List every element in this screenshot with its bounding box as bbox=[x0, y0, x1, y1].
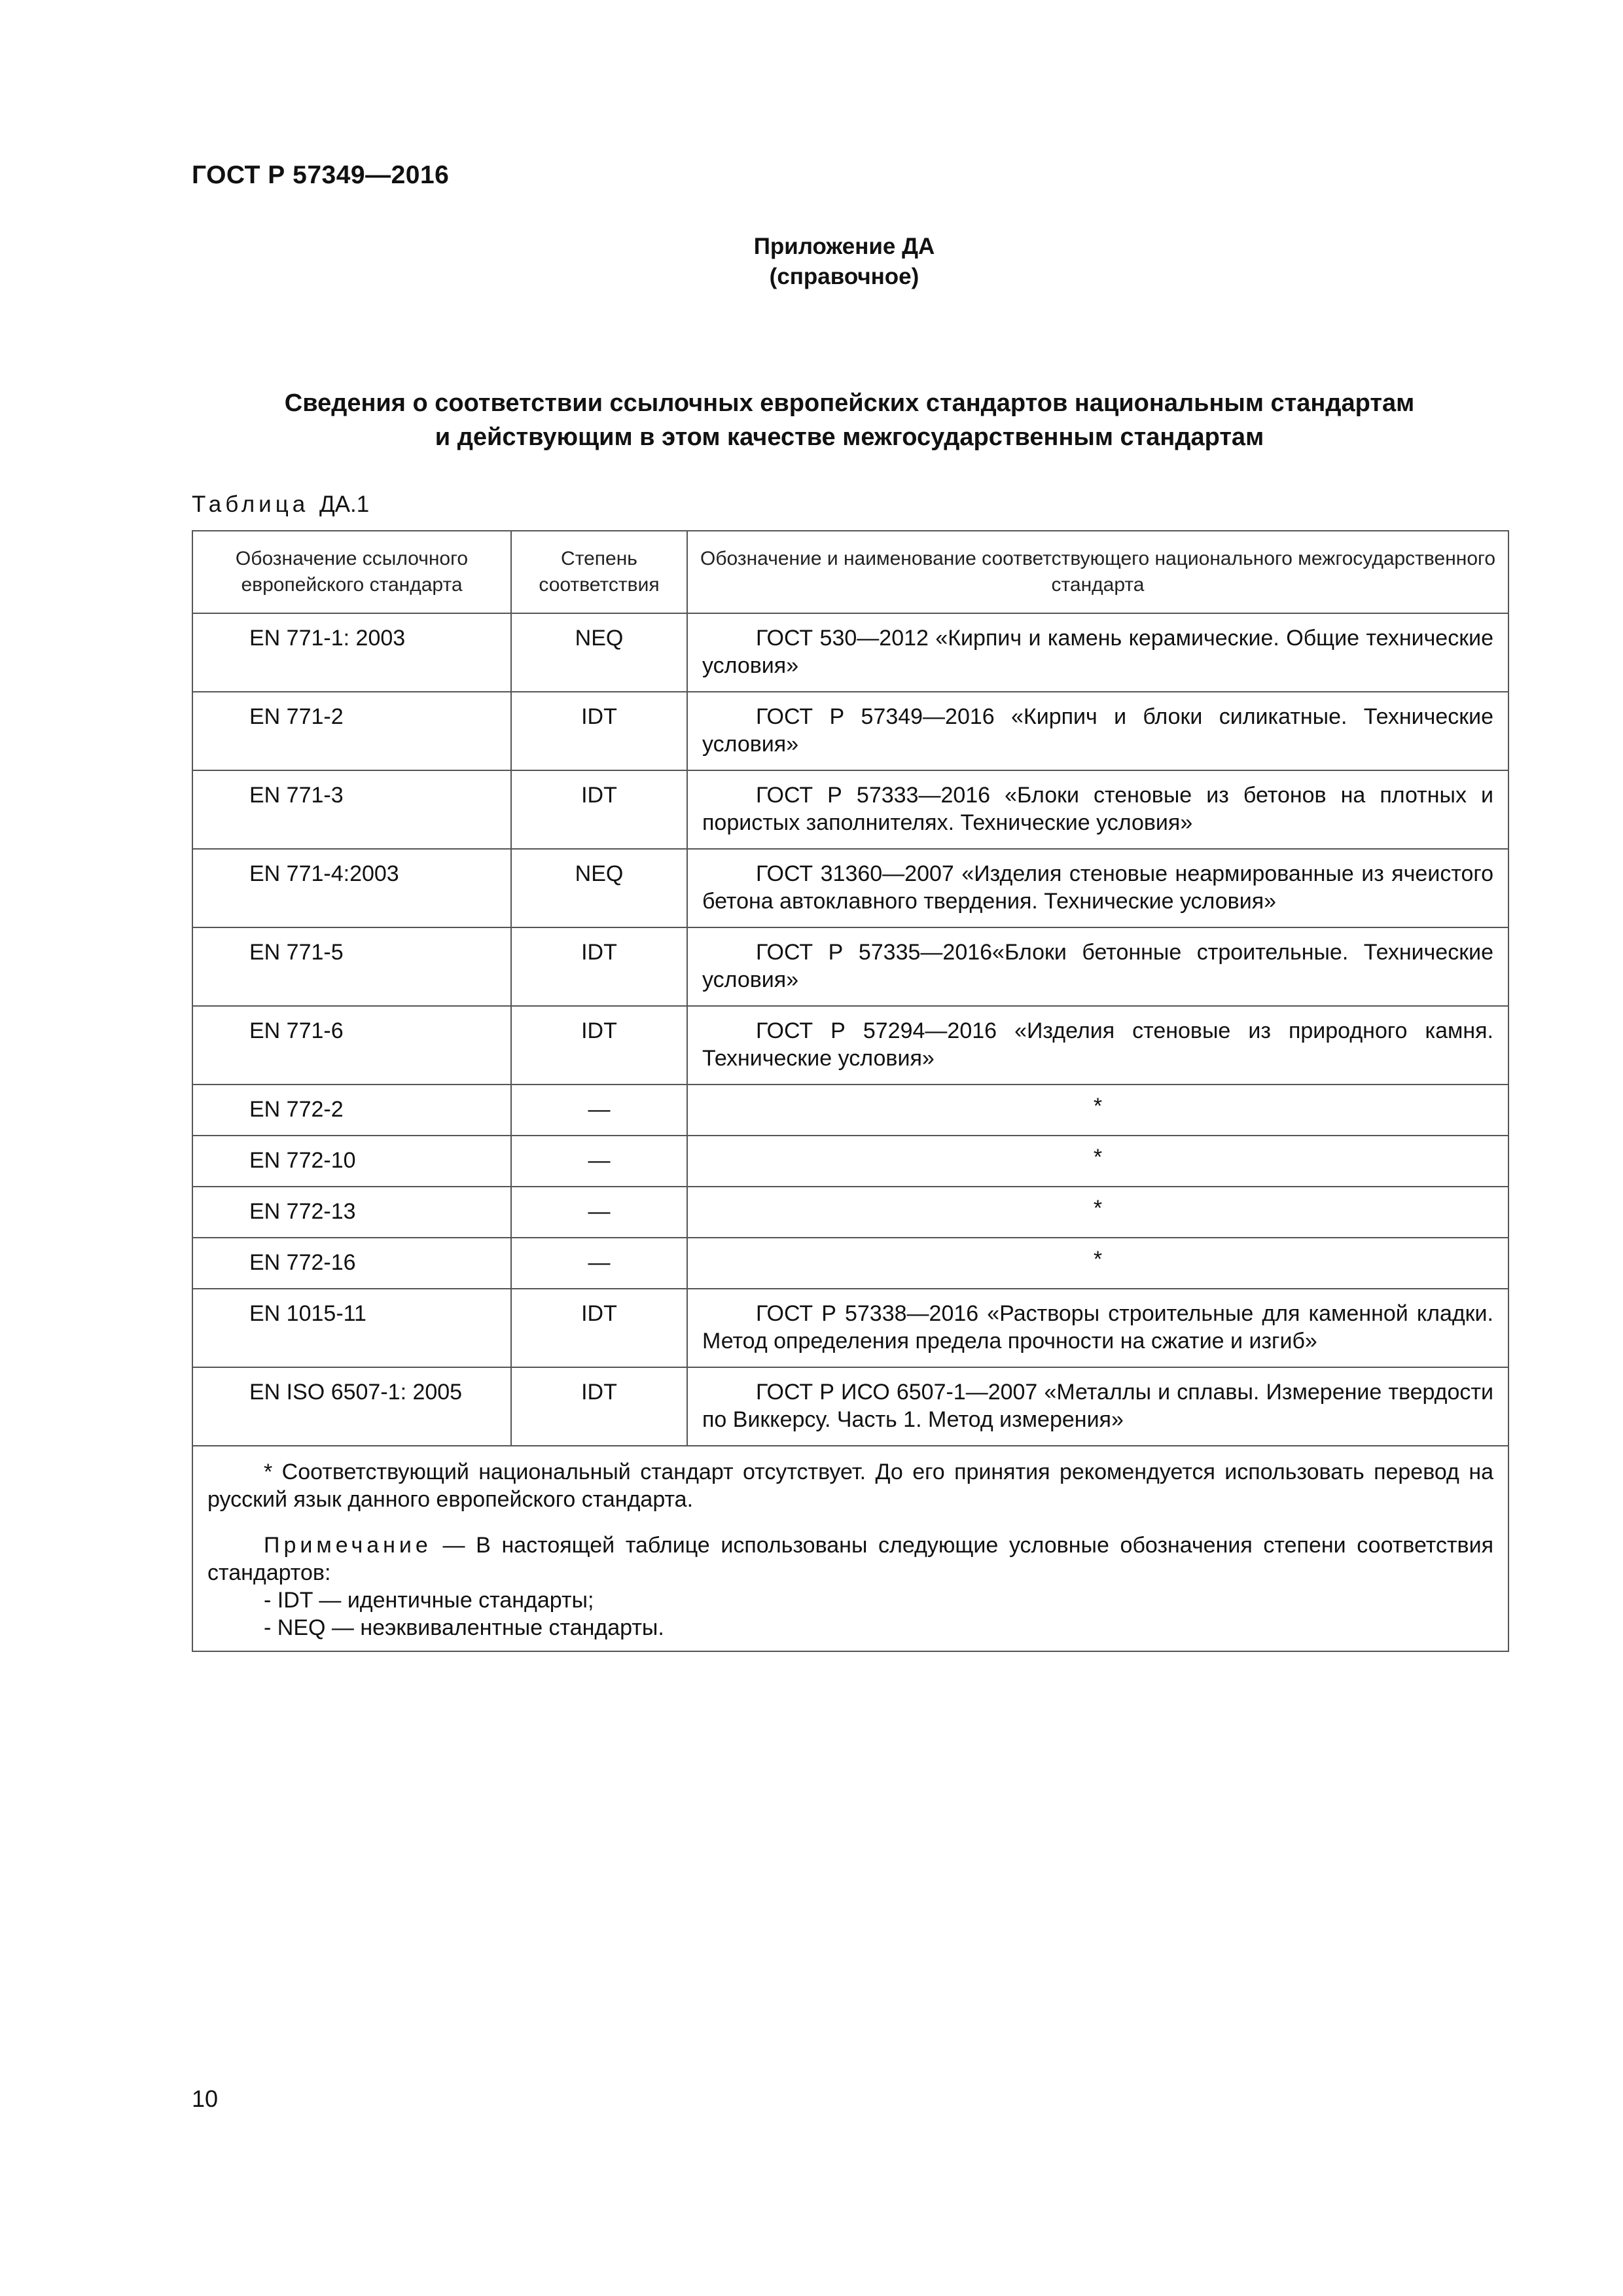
cell-title: * bbox=[687, 1136, 1508, 1187]
table-row bbox=[192, 1136, 1508, 1187]
table-row bbox=[192, 1187, 1508, 1238]
cell-code: EN 771-5 bbox=[192, 927, 511, 1006]
table-row bbox=[192, 613, 1508, 692]
section-title bbox=[192, 386, 1507, 454]
cell-degree: — bbox=[511, 1085, 687, 1136]
table-notes-row bbox=[192, 1446, 1508, 1651]
document-code: ГОСТ Р 57349—2016 bbox=[192, 161, 450, 189]
cell-title bbox=[687, 770, 1508, 849]
note-label: Примечание bbox=[264, 1533, 432, 1558]
cell-degree: IDT bbox=[511, 692, 687, 770]
page-number: 10 bbox=[192, 2085, 219, 2112]
table-header-row bbox=[192, 531, 1508, 613]
table-row bbox=[192, 927, 1508, 1006]
table-row bbox=[192, 1367, 1508, 1446]
header-degree: Степень соответствия bbox=[511, 531, 687, 613]
cell-title bbox=[687, 1006, 1508, 1085]
table-row bbox=[192, 770, 1508, 849]
cell-code: EN 771-4:2003 bbox=[192, 849, 511, 927]
section-title-line-1: Сведения о соответствии ссылочных европейских стандартов национальным стандартам bbox=[284, 389, 1415, 417]
table-row bbox=[192, 1289, 1508, 1367]
note-item: - NEQ — неэквивалентные стандарты. bbox=[264, 1615, 664, 1640]
table-row bbox=[192, 849, 1508, 927]
appendix-title: Приложение ДА bbox=[753, 234, 935, 259]
cell-code: EN ISO 6507-1: 2005 bbox=[192, 1367, 511, 1446]
cell-title-text: ГОСТ Р 57335—2016«Блоки бетонные строительные. Технические условия» bbox=[702, 940, 1493, 992]
cell-title bbox=[687, 1367, 1508, 1446]
cell-title-text: ГОСТ Р ИСО 6507-1—2007 «Металлы и сплавы. Измерение твердости по Виккерсу. Часть 1. Метод измерения» bbox=[702, 1380, 1493, 1432]
cell-title bbox=[687, 927, 1508, 1006]
cell-degree: IDT bbox=[511, 927, 687, 1006]
table-caption-label: Таблица bbox=[192, 492, 310, 517]
cell-code: EN 772-13 bbox=[192, 1187, 511, 1238]
cell-title-text: ГОСТ 31360—2007 «Изделия стеновые неармированные из ячеистого бетона автоклавного твердения. Технические условия» bbox=[702, 861, 1493, 914]
cell-degree: — bbox=[511, 1187, 687, 1238]
cell-degree: — bbox=[511, 1238, 687, 1289]
cell-code: EN 772-10 bbox=[192, 1136, 511, 1187]
cell-title-text: ГОСТ Р 57294—2016 «Изделия стеновые из природного камня. Технические условия» bbox=[702, 1018, 1493, 1071]
cell-title: * bbox=[687, 1187, 1508, 1238]
standards-table bbox=[192, 530, 1509, 1652]
cell-title: * bbox=[687, 1085, 1508, 1136]
cell-code: EN 772-2 bbox=[192, 1085, 511, 1136]
appendix-heading bbox=[0, 232, 1623, 292]
table-row bbox=[192, 1006, 1508, 1085]
cell-code: EN 771-2 bbox=[192, 692, 511, 770]
cell-title bbox=[687, 1289, 1508, 1367]
table-caption bbox=[192, 492, 369, 518]
cell-code: EN 772-16 bbox=[192, 1238, 511, 1289]
footnote-text: * Соответствующий национальный стандарт отсутствует. До его принятия рекомендуется использовать перевод на русский язык данного европейского стандарта. bbox=[207, 1460, 1493, 1512]
cell-title-text: ГОСТ Р 57338—2016 «Растворы строительные для каменной кладки. Метод определения предела прочности на сжатие и изгиб» bbox=[702, 1301, 1493, 1354]
table-row bbox=[192, 692, 1508, 770]
cell-degree: IDT bbox=[511, 1006, 687, 1085]
table-row bbox=[192, 1238, 1508, 1289]
cell-title-text: ГОСТ 530—2012 «Кирпич и камень керамические. Общие технические условия» bbox=[702, 626, 1493, 678]
cell-title bbox=[687, 849, 1508, 927]
cell-code: EN 1015-11 bbox=[192, 1289, 511, 1367]
cell-degree: — bbox=[511, 1136, 687, 1187]
table-row bbox=[192, 1085, 1508, 1136]
table-notes bbox=[192, 1446, 1508, 1651]
header-reference-standard: Обозначение ссылочного европейского стандарта bbox=[192, 531, 511, 613]
cell-degree: IDT bbox=[511, 1289, 687, 1367]
note-item: - IDT — идентичные стандарты; bbox=[264, 1588, 594, 1613]
cell-degree: IDT bbox=[511, 1367, 687, 1446]
note bbox=[207, 1532, 1493, 1587]
cell-code: EN 771-1: 2003 bbox=[192, 613, 511, 692]
cell-title: * bbox=[687, 1238, 1508, 1289]
cell-title bbox=[687, 692, 1508, 770]
cell-degree: NEQ bbox=[511, 613, 687, 692]
note-text: — В настоящей таблице использованы следующие условные обозначения степени соответствия стандартов: bbox=[207, 1533, 1494, 1585]
cell-title bbox=[687, 613, 1508, 692]
cell-degree: IDT bbox=[511, 770, 687, 849]
cell-title-text: ГОСТ Р 57349—2016 «Кирпич и блоки силикатные. Технические условия» bbox=[702, 704, 1493, 757]
footnote bbox=[207, 1458, 1493, 1513]
cell-title-text: ГОСТ Р 57333—2016 «Блоки стеновые из бетонов на плотных и пористых заполнителях. Технические условия» bbox=[702, 783, 1493, 835]
header-national-standard: Обозначение и наименование соответствующего национального межгосударственного стандарта bbox=[687, 531, 1508, 613]
cell-degree: NEQ bbox=[511, 849, 687, 927]
appendix-subtitle: (справочное) bbox=[769, 264, 919, 289]
cell-code: EN 771-6 bbox=[192, 1006, 511, 1085]
section-title-line-2: и действующим в этом качестве межгосударственным стандартам bbox=[435, 423, 1264, 451]
table-caption-number: ДА.1 bbox=[319, 492, 370, 517]
cell-code: EN 771-3 bbox=[192, 770, 511, 849]
